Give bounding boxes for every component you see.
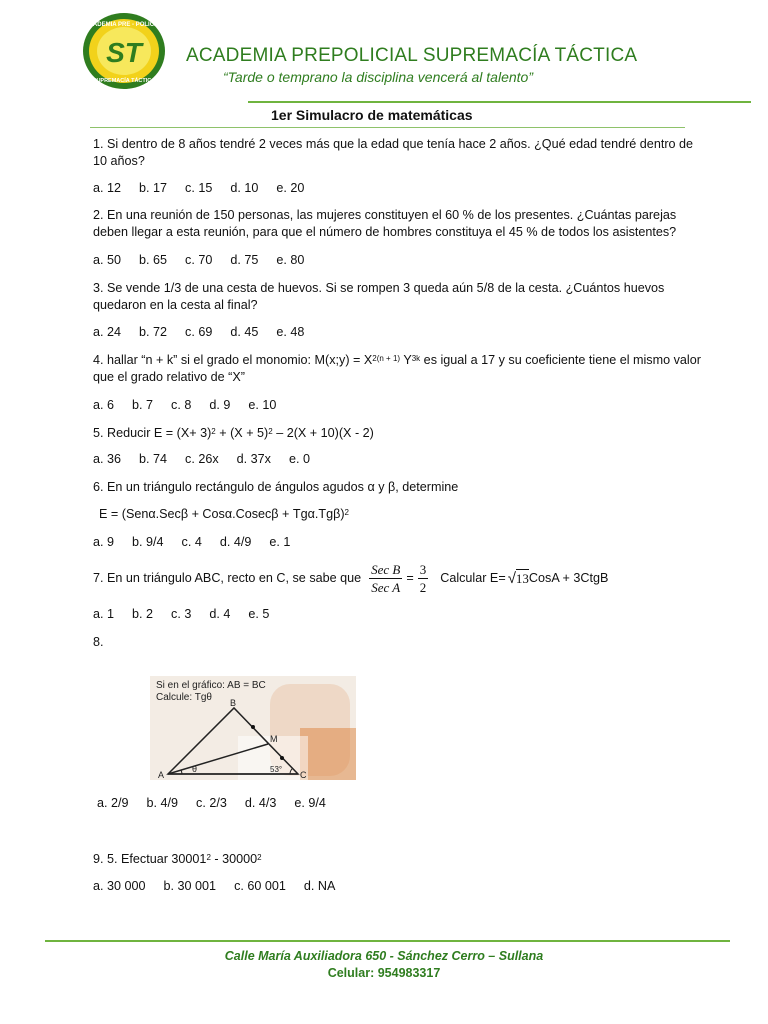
fraction-denominator: Sec A <box>371 579 401 595</box>
svg-text:ST: ST <box>106 37 142 68</box>
equals-sign: = <box>406 570 414 585</box>
option: b. 4/9 <box>146 796 179 810</box>
option: e. 20 <box>276 181 305 195</box>
option: a. 30 000 <box>93 879 146 893</box>
footer-divider <box>45 940 730 942</box>
title-underline <box>90 127 685 128</box>
svg-text:C: C <box>300 770 307 780</box>
exponent: 3k <box>411 354 421 363</box>
option: d. 37x <box>236 452 271 466</box>
option: a. 36 <box>93 452 122 466</box>
question-4-text-b: Y <box>400 353 412 367</box>
question-5-text-c: – 2(X + 10)(X - 2) <box>272 426 374 440</box>
fraction-secb-seca <box>369 561 402 596</box>
question-7-text: 7. En un triángulo ABC, recto en C, se sabe que <box>93 570 362 585</box>
academy-motto: “Tarde o temprano la disciplina vencerá al talento” <box>223 69 533 85</box>
svg-text:M: M <box>270 734 278 744</box>
question-5-options <box>93 451 328 468</box>
academy-title: ACADEMIA PREPOLICIAL SUPREMACÍA TÁCTICA <box>186 45 638 66</box>
option: a. 50 <box>93 253 122 267</box>
option: d. 4/3 <box>244 796 277 810</box>
option: b. 17 <box>139 181 168 195</box>
question-5-text-b: + (X + 5) <box>215 426 269 440</box>
question-5 <box>93 425 703 442</box>
option: c. 2/3 <box>196 796 227 810</box>
option: d. 4 <box>209 607 231 621</box>
option: c. 26x <box>185 452 219 466</box>
question-9-text-a: 9. 5. Efectuar 30001 <box>93 852 207 866</box>
fraction-denominator: 2 <box>419 579 427 595</box>
option: c. 15 <box>185 181 213 195</box>
question-3-options <box>93 324 322 341</box>
option: a. 2/9 <box>97 796 129 810</box>
academy-logo <box>82 12 166 90</box>
question-8-options <box>97 795 344 812</box>
question-1-options <box>93 180 322 197</box>
exponent: 2 <box>268 427 273 436</box>
option: e. 80 <box>276 253 305 267</box>
question-6-formula <box>99 506 709 523</box>
exponent: 2 <box>257 853 262 862</box>
option: b. 72 <box>139 325 168 339</box>
option: b. 65 <box>139 253 168 267</box>
question-4-text-c: es igual a 17 y su coeficiente tiene el mismo valor que el grado relativo de “X” <box>93 353 701 384</box>
question-7-options <box>93 606 287 623</box>
option: c. 3 <box>171 607 192 621</box>
option: a. 24 <box>93 325 122 339</box>
option: d. 10 <box>230 181 259 195</box>
question-2: 2. En una reunión de 150 personas, las mujeres constituyen el 60 % de los presentes. ¿Cuántas parejas deben llegar a esta reunión, para que el número de hombres constituya el 45 % de todos los asistentes? <box>93 208 677 239</box>
question-6-options <box>93 534 308 551</box>
svg-text:Calcule: Tgθ: Calcule: Tgθ <box>156 692 212 703</box>
svg-text:SUPREMACÍA TÁCTICA: SUPREMACÍA TÁCTICA <box>92 78 156 84</box>
option: e. 48 <box>276 325 305 339</box>
option: a. 12 <box>93 181 122 195</box>
exponent: 2(n + 1) <box>372 354 401 363</box>
option: e. 5 <box>248 607 270 621</box>
question-1: 1. Si dentro de 8 años tendré 2 veces más que la edad que tenía hace 2 años. ¿Qué edad tendré dentro de 10 años? <box>93 137 694 168</box>
formula-text: E = (Senα.Secβ + Cosα.Cosecβ + Tgα.Tgβ) <box>99 507 345 521</box>
option: c. 8 <box>171 398 192 412</box>
option: b. 30 001 <box>163 879 217 893</box>
question-3: 3. Se vende 1/3 de una cesta de huevos. Si se rompen 3 queda aún 5/8 de la cesta. ¿Cuántos huevos quedaron en la cesta al final? <box>93 281 665 312</box>
option: b. 9/4 <box>132 535 164 549</box>
triangle-figure <box>150 676 356 780</box>
option: d. NA <box>303 879 336 893</box>
calc-rest: CosA + 3CtgB <box>528 570 609 585</box>
option: b. 7 <box>132 398 154 412</box>
fraction-numerator: Sec B <box>371 561 401 577</box>
question-5-text-a: 5. Reducir E = (X+ 3) <box>93 426 212 440</box>
option: e. 10 <box>248 398 277 412</box>
svg-text:53°: 53° <box>270 765 283 774</box>
svg-text:θ: θ <box>192 764 198 774</box>
header-divider <box>248 101 751 103</box>
question-4-options <box>93 397 294 414</box>
svg-text:B: B <box>230 698 237 708</box>
document-title: 1er Simulacro de matemáticas <box>271 107 473 123</box>
option: e. 9/4 <box>294 796 326 810</box>
option: c. 69 <box>185 325 213 339</box>
sqrt-radicand: 13 <box>515 571 529 586</box>
svg-text:Si en el gráfico: AB = BC: Si en el gráfico: AB = BC <box>156 680 266 691</box>
option: a. 9 <box>93 535 115 549</box>
question-6: 6. En un triángulo rectángulo de ángulos agudos α y β, determine <box>93 480 459 494</box>
option: b. 74 <box>139 452 168 466</box>
footer-address: Calle María Auxiliadora 650 - Sánchez Cerro – Sullana <box>224 949 544 963</box>
fraction-numerator: 3 <box>419 561 427 577</box>
exponent: 2 <box>344 508 349 517</box>
footer-phone: Celular: 954983317 <box>327 966 441 980</box>
option: d. 45 <box>230 325 259 339</box>
svg-text:A: A <box>158 770 165 780</box>
fraction-three-halves <box>418 561 429 596</box>
question-4 <box>93 352 703 386</box>
svg-text:ACADEMIA PRE - POLICIAL: ACADEMIA PRE - POLICIAL <box>84 22 164 28</box>
question-4-text-a: 4. hallar “n + k” si el grado el monomio: M(x;y) = X <box>93 353 373 367</box>
question-9 <box>93 851 703 868</box>
question-2-options <box>93 252 322 269</box>
question-7 <box>93 560 703 596</box>
option: d. 75 <box>230 253 259 267</box>
question-9-text-b: - 30000 <box>210 852 258 866</box>
option: a. 1 <box>93 607 115 621</box>
option: a. 6 <box>93 398 115 412</box>
option: c. 4 <box>181 535 202 549</box>
option: e. 0 <box>288 452 310 466</box>
exponent: 2 <box>211 427 216 436</box>
option: e. 1 <box>269 535 291 549</box>
option: c. 60 001 <box>234 879 286 893</box>
question-8-number: 8. <box>93 635 104 649</box>
question-9-options <box>93 878 353 895</box>
exponent: 2 <box>206 853 211 862</box>
option: d. 9 <box>209 398 231 412</box>
option: b. 2 <box>132 607 154 621</box>
option: c. 70 <box>185 253 213 267</box>
calc-label: Calcular E= <box>440 570 506 585</box>
sqrt-icon: √ <box>507 569 516 587</box>
option: d. 4/9 <box>219 535 252 549</box>
